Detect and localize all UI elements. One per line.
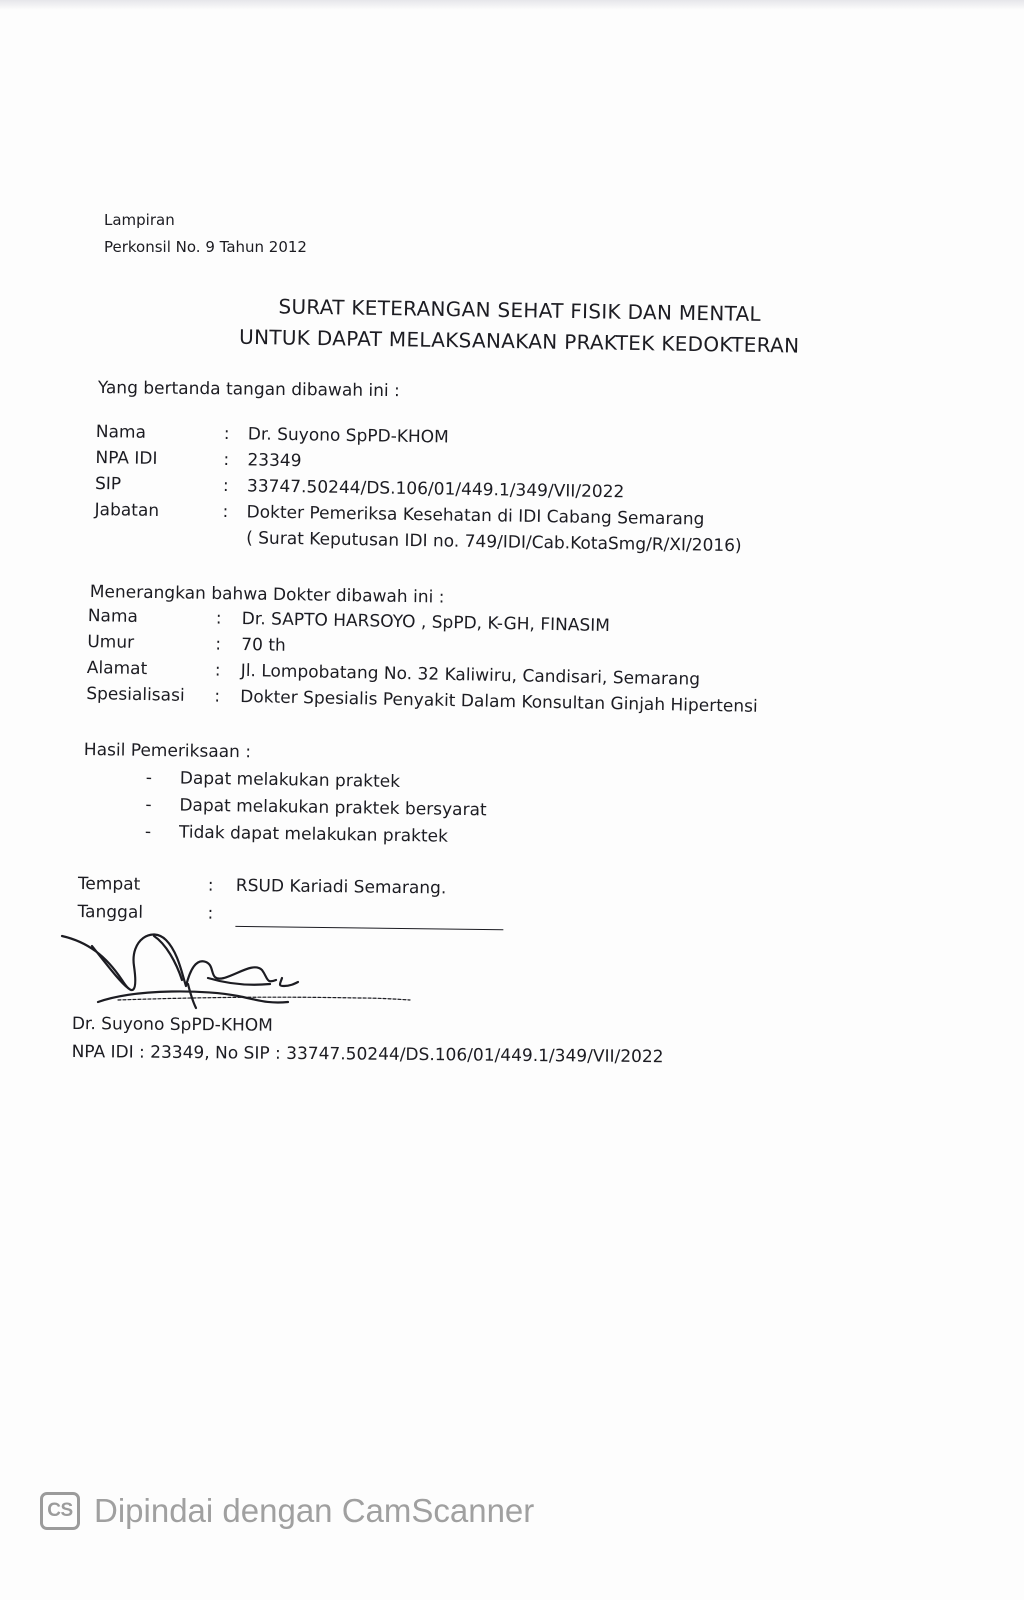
- examiner-value: Dr. Suyono SpPD-KHOM: [247, 424, 449, 448]
- colon: :: [222, 502, 229, 523]
- dash-bullet: -: [145, 768, 153, 789]
- colon: :: [223, 424, 230, 445]
- signer-block: [72, 1010, 664, 1071]
- subject-label: Nama: [87, 606, 139, 627]
- document-title: [189, 290, 850, 362]
- hasil-heading: Hasil Pemeriksaan :: [83, 740, 252, 763]
- camscanner-logo-icon: CS: [40, 1492, 80, 1530]
- subject-value: Dokter Spesialis Penyakit Dalam Konsultan Ginjah Hipertensi: [240, 686, 758, 717]
- perkonsil-reference: Perkonsil No. 9 Tahun 2012: [104, 238, 307, 256]
- tempat-value: RSUD Kariadi Semarang.: [235, 875, 447, 899]
- colon: :: [207, 875, 214, 896]
- subject-details: [86, 606, 758, 717]
- subject-value: Dr. SAPTO HARSOYO , SpPD, K-GH, FINASIM: [241, 608, 611, 637]
- menerangkan-text: Menerangkan bahwa Dokter dibawah ini :: [89, 582, 445, 608]
- lampiran-block: [104, 207, 307, 261]
- examiner-value: Dokter Pemeriksa Kesehatan di IDI Cabang Semarang: [246, 502, 705, 530]
- subject-label: Alamat: [86, 657, 148, 680]
- examiner-value: 33747.50244/DS.106/01/449.1/349/VII/2022: [246, 476, 625, 503]
- colon: :: [222, 476, 229, 497]
- hasil-option: Dapat melakukan praktek: [179, 768, 401, 792]
- title-line-1: SURAT KETERANGAN SEHAT FISIK DAN MENTAL: [278, 294, 762, 326]
- signer-name: Dr. Suyono SpPD-KHOM: [71, 1013, 273, 1036]
- hasil-option: Dapat melakukan praktek bersyarat: [179, 795, 487, 821]
- examiner-details: [94, 422, 742, 557]
- camscanner-watermark: [40, 1488, 534, 1534]
- colon: :: [215, 608, 222, 629]
- colon: :: [215, 634, 222, 655]
- subject-label: Umur: [87, 631, 135, 653]
- handwritten-signature: [58, 922, 418, 1012]
- examiner-label: NPA IDI: [95, 447, 158, 469]
- subject-label: Spesialisasi: [86, 683, 185, 706]
- subject-value: Jl. Lompobatang No. 32 Kaliwiru, Candisari, Semarang: [240, 660, 701, 690]
- title-line-2: UNTUK DAPAT MELAKSANAKAN PRAKTEK KEDOKTERAN: [238, 324, 800, 358]
- colon: :: [207, 903, 214, 924]
- examiner-decree-note: ( Surat Keputusan IDI no. 749/IDI/Cab.KotaSmg/R/XI/2016): [246, 528, 742, 557]
- examiner-value: 23349: [247, 450, 302, 472]
- colon: :: [214, 660, 221, 681]
- lampiran-label: Lampiran: [104, 211, 175, 229]
- signer-ids: NPA IDI : 23349, No SIP : 33747.50244/DS.106/01/449.1/349/VII/2022: [71, 1041, 664, 1068]
- examiner-label: SIP: [94, 473, 122, 495]
- colon: :: [214, 686, 221, 707]
- dash-bullet: -: [144, 821, 152, 843]
- hasil-option: Tidak dapat melakukan praktek: [178, 822, 449, 847]
- examiner-label: Jabatan: [94, 499, 160, 522]
- hasil-options-list: [144, 768, 487, 849]
- scan-edge-shadow: [0, 0, 1024, 10]
- examiner-label: Nama: [95, 422, 147, 443]
- intro-text: Yang bertanda tangan dibawah ini :: [97, 378, 400, 402]
- watermark-text: Dipindai dengan CamScanner: [94, 1492, 535, 1529]
- tanggal-label: Tanggal: [77, 901, 144, 923]
- dash-bullet: -: [145, 794, 152, 816]
- colon: :: [223, 450, 230, 471]
- subject-value: 70 th: [241, 634, 286, 656]
- tempat-label: Tempat: [77, 874, 141, 895]
